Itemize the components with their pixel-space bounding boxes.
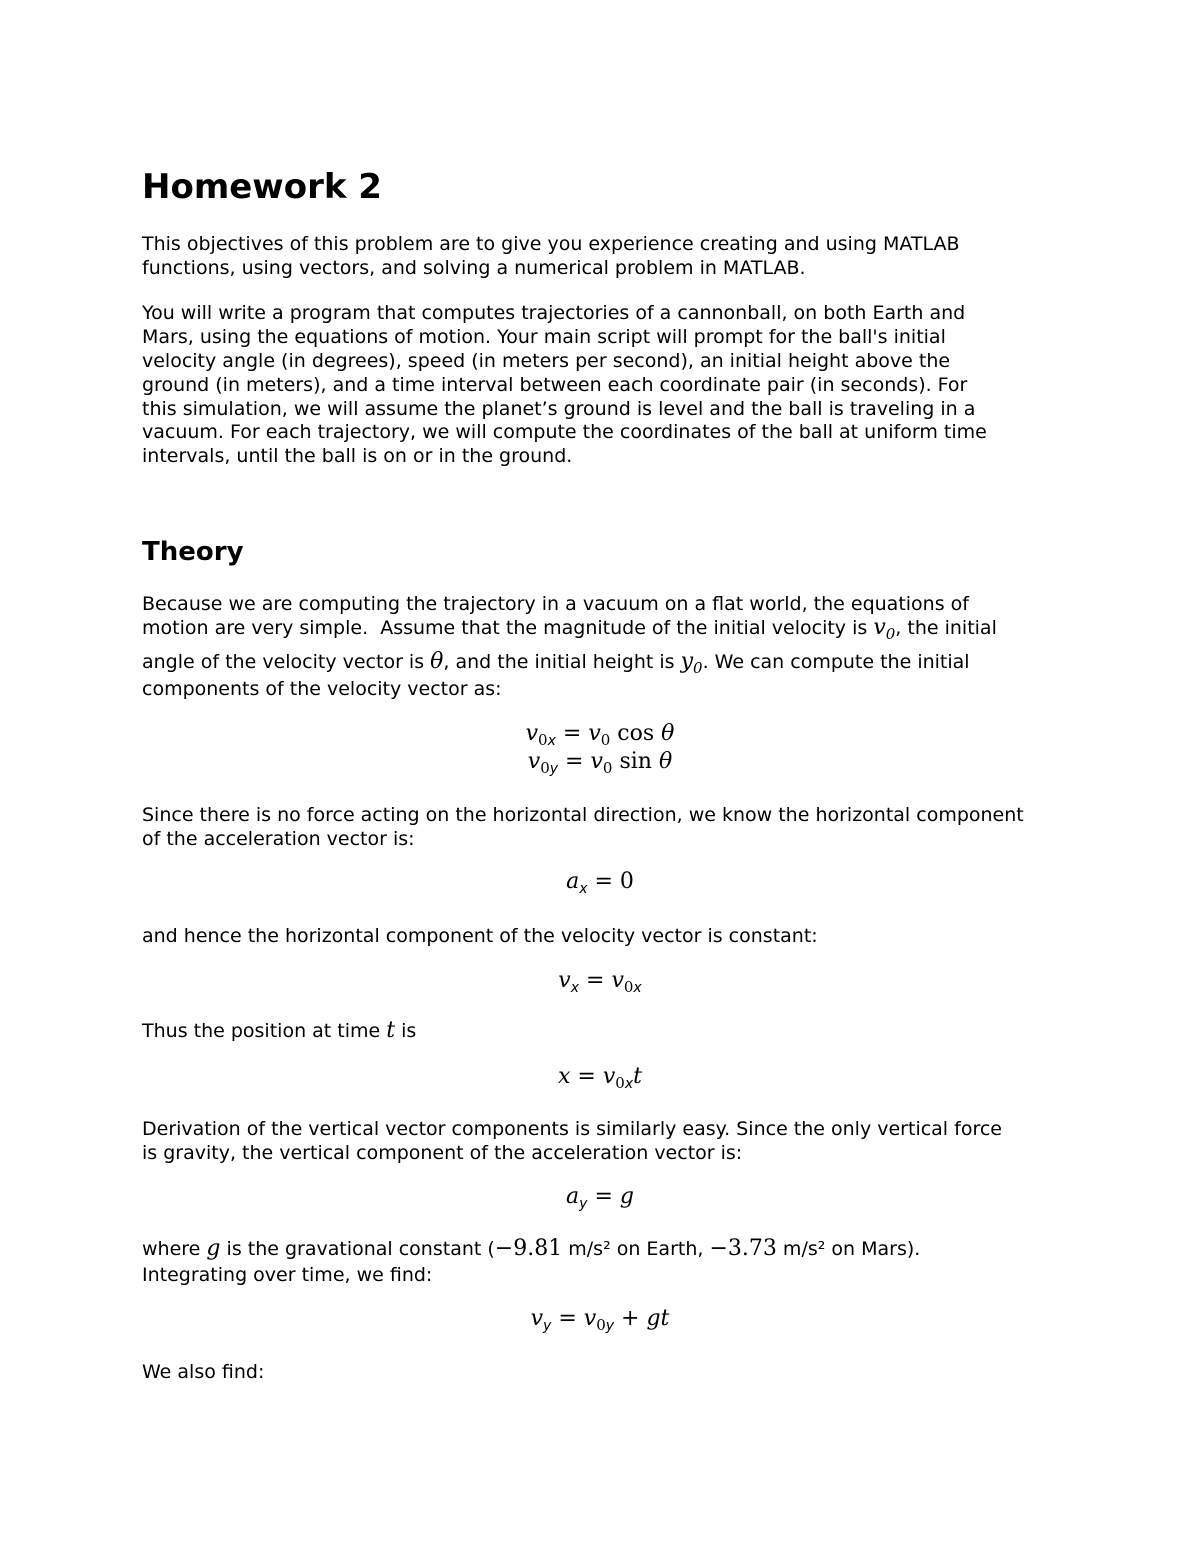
theory-paragraph-2-line-1: Since there is no force acting on the horizontal direction, we know the horizontal component (142, 804, 1024, 826)
theory-paragraph-1-line-1: Because we are computing the trajectory in a vacuum on a flat world, the equations of (142, 593, 969, 615)
theory-paragraph-7: We also find: (142, 1361, 265, 1383)
theory-paragraph-3: and hence the horizontal component of the velocity vector is constant: (142, 925, 818, 947)
intro-paragraph-1-line-1: This objectives of this problem are to give you experience creating and using MATLAB (142, 233, 960, 255)
equation-ax: ax = 0 (566, 869, 634, 897)
equation-v0x: v0x = v0 cos θ (525, 721, 675, 749)
intro-paragraph-1-line-2: functions, using vectors, and solving a numerical problem in MATLAB. (142, 257, 806, 279)
theory-paragraph-5-line-1: Derivation of the vertical vector components is similarly easy. Since the only vertical force (142, 1118, 1002, 1140)
intro-paragraph-2-line-7: intervals, until the ball is on or in the ground. (142, 445, 573, 467)
equation-vy: vy = v0y + gt (530, 1306, 670, 1334)
intro-paragraph-2-line-6: vacuum. For each trajectory, we will compute the coordinates of the ball at uniform time (142, 421, 987, 443)
intro-paragraph-2-line-3: velocity angle (in degrees), speed (in meters per second), an initial height above the (142, 350, 951, 372)
theory-paragraph-4: Thus the position at time t is (142, 1018, 417, 1043)
math-v0: $v_0$ (873, 615, 896, 643)
theory-paragraph-1-line-2: motion are very simple. Assume that the magnitude of the initial velocity is $v_0$, the initial (142, 615, 997, 643)
equation-v0y: v0y = v0 sin θ (527, 749, 673, 777)
theory-heading: Theory (142, 537, 244, 567)
math-g: g (206, 1236, 221, 1261)
theory-paragraph-1-line-4: components of the velocity vector as: (142, 678, 502, 700)
math-g-mars: −3.73 (709, 1236, 777, 1261)
math-t: t (386, 1018, 396, 1043)
theory-paragraph-1-line-3: angle of the velocity vector is θ, and the initial height is $y_0$. We can compute the initial (142, 649, 970, 677)
intro-paragraph-2-line-5: this simulation, we will assume the planet’s ground is level and the ball is traveling in a (142, 398, 976, 420)
theory-paragraph-2-line-2: of the acceleration vector is: (142, 828, 415, 850)
equation-ay: ay = g (566, 1184, 634, 1212)
math-y0: $y_0$ (680, 649, 703, 677)
intro-paragraph-2-line-4: ground (in meters), and a time interval between each coordinate pair (in seconds). For (142, 374, 968, 396)
theory-paragraph-6-line-1: where g is the gravational constant (−9.81 m/s² on Earth, −3.73 m/s² on Mars). (142, 1236, 921, 1261)
theory-paragraph-6-line-2: Integrating over time, we find: (142, 1264, 433, 1286)
equation-vx: vx = v0x (558, 968, 642, 996)
page-title: Homework 2 (142, 167, 382, 207)
theory-paragraph-5-line-2: is gravity, the vertical component of the acceleration vector is: (142, 1142, 743, 1164)
equation-x: x = v0xt (558, 1064, 642, 1092)
math-g-earth: −9.81 (494, 1236, 563, 1261)
intro-paragraph-2-line-2: Mars, using the equations of motion. Your main script will prompt for the ball's initial (142, 326, 946, 348)
intro-paragraph-2-line-1: You will write a program that computes trajectories of a cannonball, on both Earth and (142, 302, 966, 324)
math-theta: θ (430, 649, 444, 674)
